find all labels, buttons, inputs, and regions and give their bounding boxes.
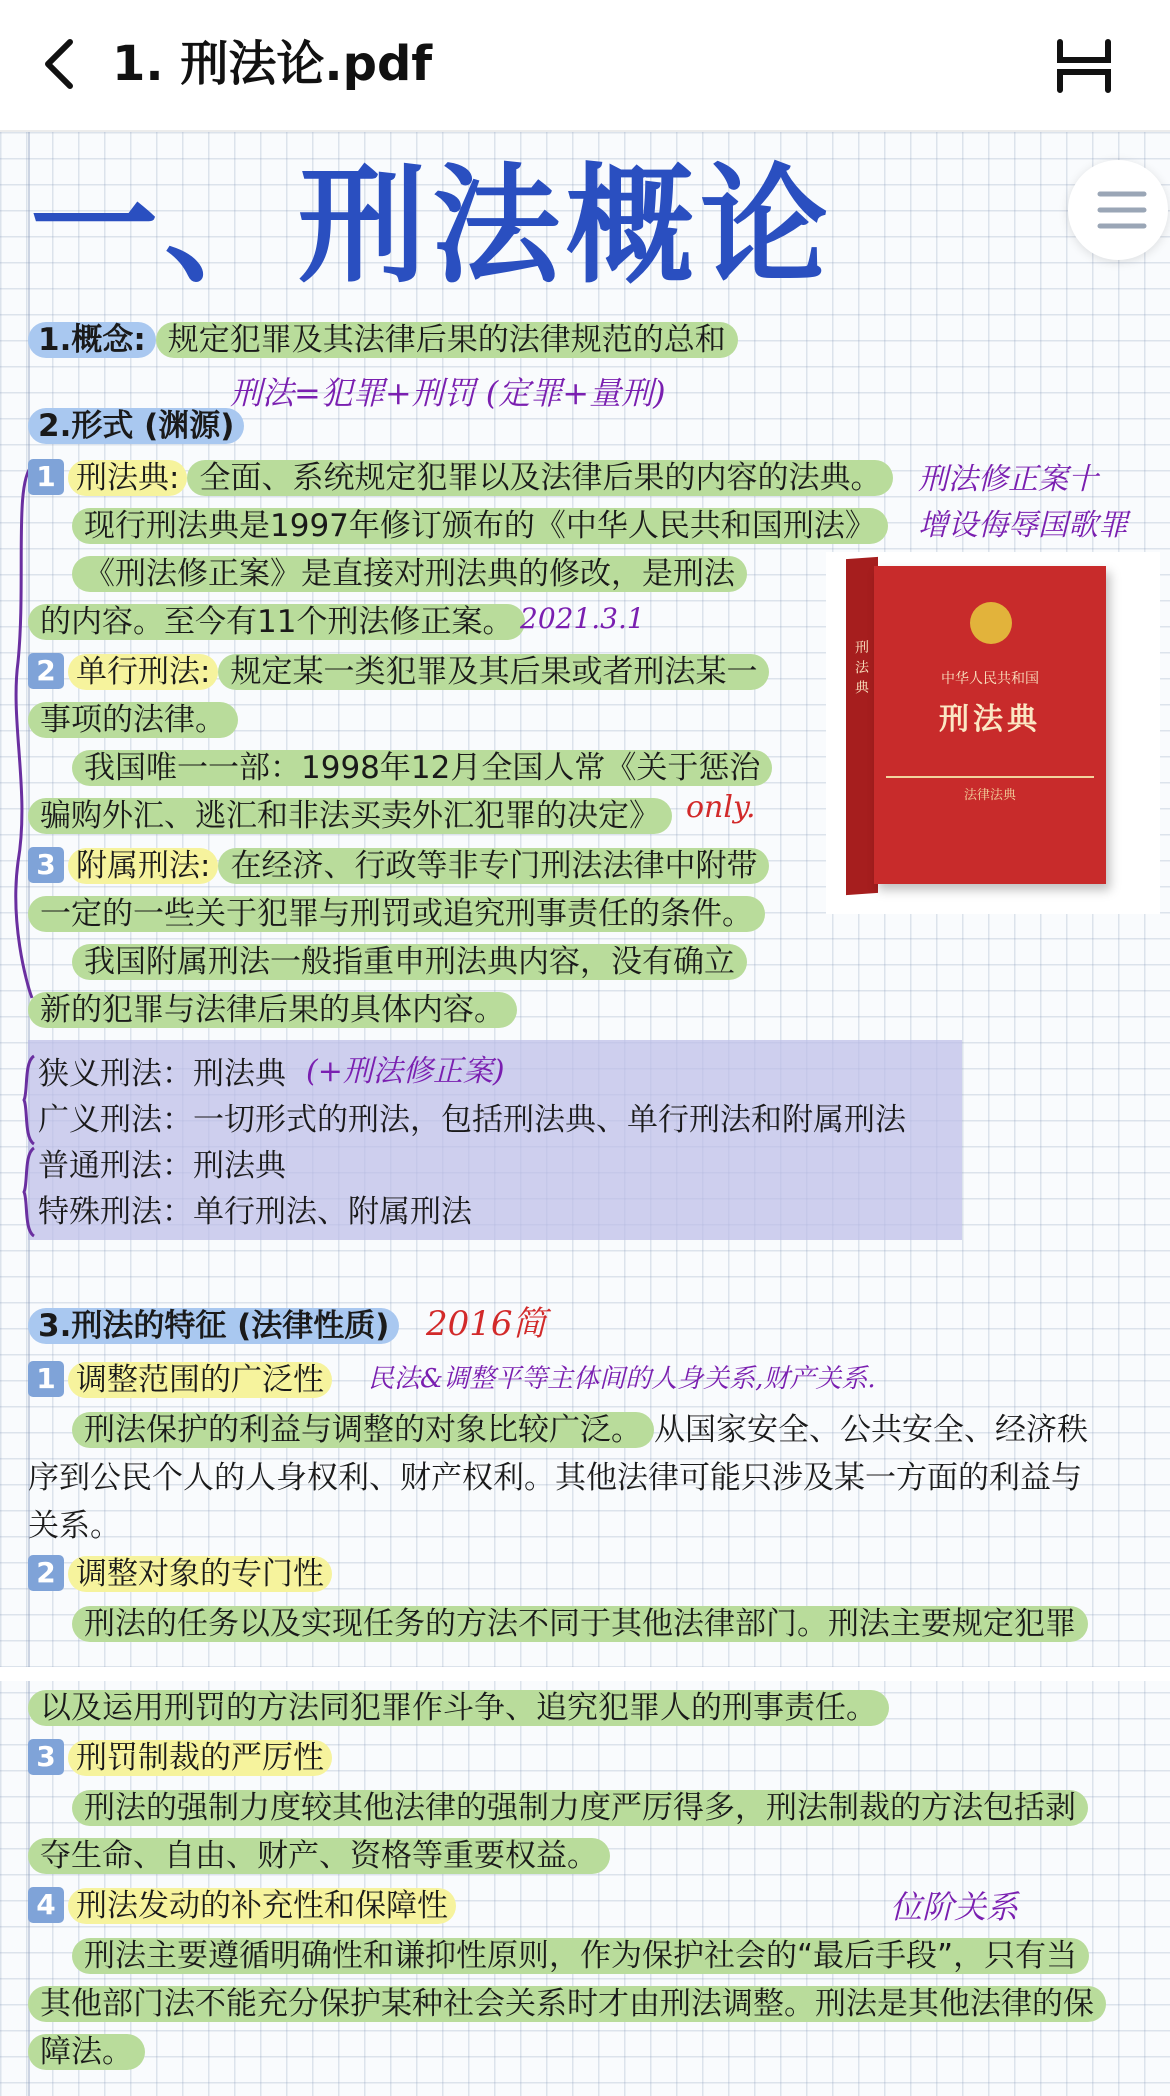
concept-label: 1.概念: bbox=[28, 322, 156, 358]
menu-button[interactable] bbox=[1068, 160, 1168, 260]
separate-law-line-3 bbox=[72, 746, 772, 790]
separate-law-line-2 bbox=[28, 698, 238, 742]
number-badge: 2 bbox=[28, 1555, 64, 1591]
number-badge: 3 bbox=[28, 1739, 64, 1775]
feature-4-line-2 bbox=[28, 1982, 1106, 2026]
concept-text: 规定犯罪及其法律后果的法律规范的总和 bbox=[156, 322, 738, 358]
brace-mark-1 bbox=[20, 1052, 38, 1148]
feature-4-line-1 bbox=[72, 1934, 1089, 1978]
subsidiary-law-line-4-text: 新的犯罪与法律后果的具体内容。 bbox=[28, 992, 517, 1028]
page-break bbox=[0, 1667, 1170, 1681]
number-badge: 1 bbox=[28, 1361, 64, 1397]
feature-2-label: 调整对象的专门性 bbox=[68, 1556, 332, 1592]
narrow-law-line: 狭义刑法：刑法典 bbox=[38, 1056, 286, 1092]
special-law-line: 特殊刑法：单行刑法、附属刑法 bbox=[38, 1194, 472, 1230]
number-badge: 3 bbox=[28, 847, 64, 883]
brace-mark-2 bbox=[20, 1144, 38, 1240]
chapter-heading: 一、刑法概论 bbox=[30, 152, 835, 301]
handwritten-note-definition: 刑法=犯罪+刑罚 (定罪+量刑) bbox=[230, 374, 666, 412]
general-law-line: 普通刑法：刑法典 bbox=[38, 1148, 286, 1184]
handwritten-note-narrow: (+刑法修正案) bbox=[306, 1054, 505, 1089]
feature-4-heading bbox=[28, 1884, 456, 1928]
code-line-4 bbox=[28, 600, 525, 644]
forms-heading bbox=[28, 404, 244, 448]
feature-2-line-2-text: 以及运用刑罚的方法同犯罪作斗争、追究犯罪人的刑事责任。 bbox=[28, 1690, 889, 1726]
feature-3-line-2-text: 夺生命、自由、财产、资格等重要权益。 bbox=[28, 1838, 610, 1874]
book-spine-text: 刑法典 bbox=[855, 639, 869, 697]
feature-2-line-2 bbox=[28, 1686, 889, 1730]
reader-mode-button[interactable] bbox=[1054, 38, 1114, 94]
handwritten-note-new-crime: 增设侮辱国歌罪 bbox=[918, 508, 1128, 543]
handwritten-note-civil-law: 民法&调整平等主体间的人身关系,财产关系. bbox=[368, 1364, 876, 1394]
feature-1-label: 调整范围的广泛性 bbox=[68, 1362, 332, 1398]
subsidiary-law-line-2-text: 一定的一些关于犯罪与刑罚或追究刑事责任的条件。 bbox=[28, 896, 765, 932]
feature-3-line-1 bbox=[72, 1786, 1088, 1830]
code-line-2 bbox=[72, 504, 888, 548]
features-label: 3.刑法的特征 (法律性质) bbox=[28, 1308, 399, 1344]
handwritten-note-year: 2016简 bbox=[426, 1304, 547, 1344]
code-text: 全面、系统规定犯罪以及法律后果的内容的法典。 bbox=[187, 460, 893, 496]
feature-4-label: 刑法发动的补充性和保障性 bbox=[68, 1888, 456, 1924]
feature-1-line-2: 序到公民个人的人身权利、财产权利。其他法律可能只涉及某一方面的利益与 bbox=[28, 1460, 1082, 1496]
book-cover-country: 中华人民共和国 bbox=[941, 671, 1039, 687]
subsidiary-law-line-4 bbox=[28, 988, 517, 1032]
national-emblem-icon bbox=[970, 602, 1012, 644]
subsidiary-law-label: 附属刑法: bbox=[68, 848, 218, 884]
feature-4-line-3 bbox=[28, 2030, 145, 2074]
number-badge: 2 bbox=[28, 653, 64, 689]
feature-2-line-1-text: 刑法的任务以及实现任务的方法不同于其他法律部门。刑法主要规定犯罪 bbox=[72, 1606, 1088, 1642]
feature-4-line-1-text: 刑法主要遵循明确性和谦抑性原则，作为保护社会的“最后手段”，只有当 bbox=[72, 1938, 1089, 1974]
handwritten-note-hierarchy: 位阶关系 bbox=[890, 1888, 1019, 1926]
book-cover-rule bbox=[886, 776, 1094, 778]
number-badge: 4 bbox=[28, 1887, 64, 1923]
code-line-3-text: 《刑法修正案》是直接对刑法典的修改，是刑法 bbox=[72, 556, 747, 592]
code-line-1 bbox=[28, 456, 893, 500]
separate-law-label: 单行刑法: bbox=[68, 654, 218, 690]
subsidiary-law-line-3 bbox=[72, 940, 747, 984]
code-line-2-text: 现行刑法典是1997年修订颁布的《中华人民共和国刑法》 bbox=[72, 508, 888, 544]
separate-law-line-2-text: 事项的法律。 bbox=[28, 702, 238, 738]
feature-1-heading bbox=[28, 1358, 332, 1402]
separate-law-line-4 bbox=[28, 794, 672, 838]
separate-law-line-4-text: 骗购外汇、逃汇和非法买卖外汇犯罪的决定》 bbox=[28, 798, 672, 834]
code-line-4-text: 的内容。至今有11个刑法修正案。 bbox=[28, 604, 525, 640]
subsidiary-law-line-2 bbox=[28, 892, 765, 936]
book-image bbox=[826, 552, 1160, 914]
feature-1-line-1-rest: 从国家安全、公共安全、经济秩 bbox=[654, 1412, 1088, 1448]
feature-1-line-3: 关系。 bbox=[28, 1508, 121, 1544]
feature-4-line-3-text: 障法。 bbox=[28, 2034, 145, 2070]
reader-mode-icon bbox=[1054, 38, 1114, 94]
feature-1-line-1-text: 刑法保护的利益与调整的对象比较广泛。 bbox=[72, 1412, 654, 1448]
book-cover-title: 刑法典 bbox=[939, 702, 1041, 737]
subsidiary-law-line-3-text: 我国附属刑法一般指重申刑法典内容，没有确立 bbox=[72, 944, 747, 980]
subsidiary-law-text: 在经济、行政等非专门刑法法律中附带 bbox=[218, 848, 769, 884]
feature-2-heading bbox=[28, 1552, 332, 1596]
feature-3-heading bbox=[28, 1736, 332, 1780]
features-heading bbox=[28, 1304, 399, 1348]
chevron-left-icon bbox=[38, 36, 82, 92]
document-title: 1. 刑法论.pdf bbox=[112, 36, 433, 92]
feature-2-line-1 bbox=[72, 1602, 1088, 1646]
code-label: 刑法典: bbox=[68, 460, 187, 496]
feature-3-line-2 bbox=[28, 1834, 610, 1878]
concept-line bbox=[28, 318, 738, 362]
feature-4-line-2-text: 其他部门法不能充分保护某种社会关系时才由刑法调整。刑法是其他法律的保 bbox=[28, 1986, 1106, 2022]
handwritten-note-only: only. bbox=[686, 790, 756, 825]
back-button[interactable] bbox=[38, 36, 82, 92]
top-bar bbox=[0, 0, 1170, 132]
feature-3-label: 刑罚制裁的严厉性 bbox=[68, 1740, 332, 1776]
book-cover bbox=[874, 566, 1106, 884]
separate-law-line-1 bbox=[28, 650, 769, 694]
feature-3-line-1-text: 刑法的强制力度较其他法律的强制力度严厉得多，刑法制裁的方法包括剥 bbox=[72, 1790, 1088, 1826]
feature-1-line-1 bbox=[72, 1408, 1088, 1452]
book-cover-series: 法律法典 bbox=[963, 788, 1016, 803]
code-line-3 bbox=[72, 552, 747, 596]
handwritten-note-date: 2021.3.1 bbox=[520, 602, 645, 635]
menu-icon bbox=[1068, 160, 1168, 260]
separate-law-line-3-text: 我国唯一一部：1998年12月全国人常《关于惩治 bbox=[72, 750, 772, 786]
broad-law-line: 广义刑法：一切形式的刑法，包括刑法典、单行刑法和附属刑法 bbox=[38, 1102, 906, 1138]
number-badge: 1 bbox=[28, 459, 64, 495]
forms-label: 2.形式 (渊源) bbox=[28, 408, 244, 444]
subsidiary-law-line-1 bbox=[28, 844, 769, 888]
handwritten-note-amendment: 刑法修正案十 bbox=[918, 462, 1098, 497]
separate-law-text: 规定某一类犯罪及其后果或者刑法某一 bbox=[218, 654, 769, 690]
document-page[interactable] bbox=[0, 132, 1170, 2096]
